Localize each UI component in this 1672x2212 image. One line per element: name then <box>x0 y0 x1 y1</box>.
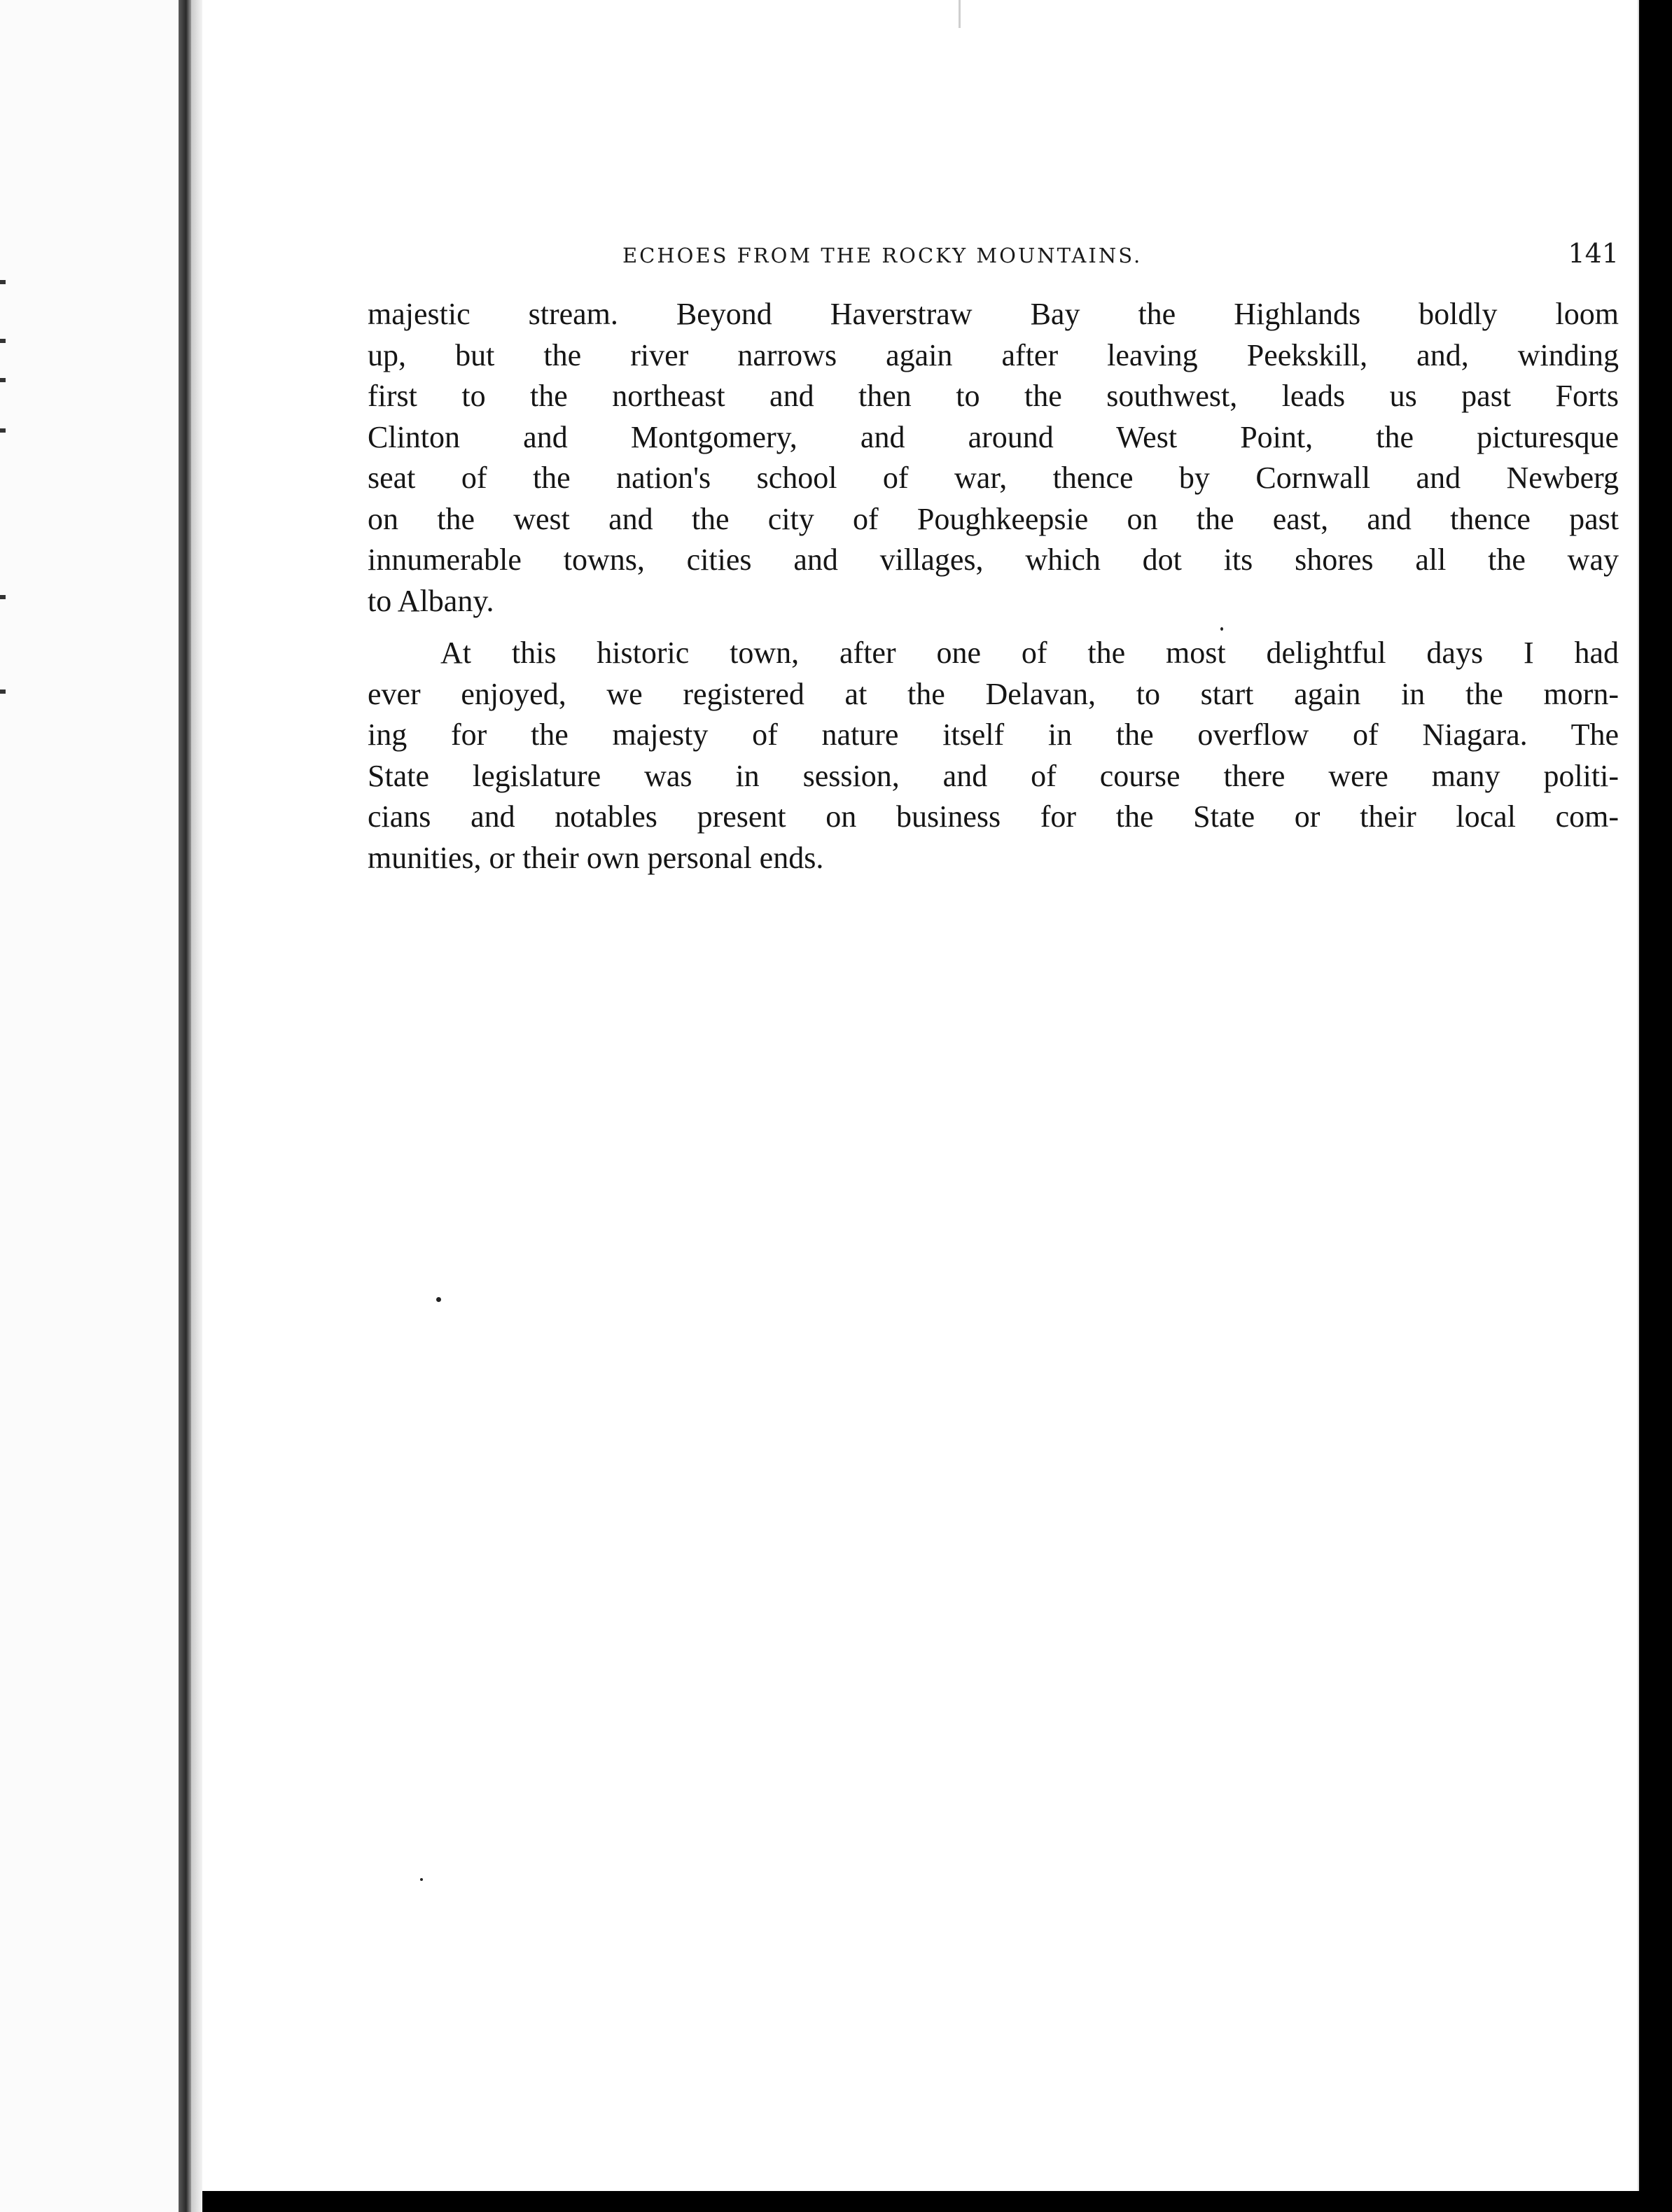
text-line: to Albany. <box>368 583 494 618</box>
text-line: innumerable towns, cities and villages, which dot its shores all the way <box>368 542 1619 577</box>
paragraph-2 <box>368 633 1619 878</box>
body-text <box>368 294 1619 878</box>
scan-artifact-line <box>959 0 961 28</box>
scan-speck <box>420 1878 423 1881</box>
book-page <box>202 0 1638 2191</box>
text-line: Clinton and Montgomery, and around West Point, the picturesque <box>368 419 1619 454</box>
scan-speck <box>1220 627 1223 631</box>
page-header <box>202 238 1619 280</box>
scan-speck <box>436 1297 441 1302</box>
text-line: first to the northeast and then to the southwest, leads us past Forts <box>368 379 1619 413</box>
text-line: cians and notables present on business for the State or their local com- <box>368 799 1619 834</box>
text-line: munities, or their own personal ends. <box>368 840 824 875</box>
page-number: 141 <box>1568 238 1619 269</box>
paragraph-1 <box>368 294 1619 622</box>
page-curl-highlight <box>191 0 202 2212</box>
text-line: ing for the majesty of nature itself in the overflow of Niagara. The <box>368 718 1619 752</box>
text-line: seat of the nation's school of war, thence by Cornwall and Newberg <box>368 461 1619 495</box>
text-line: ever enjoyed, we registered at the Delavan, to start again in the morn- <box>368 676 1619 711</box>
text-line: State legislature was in session, and of course there were many politi- <box>368 758 1619 793</box>
facing-page-edge <box>0 0 179 2212</box>
running-head: ECHOES FROM THE ROCKY MOUNTAINS. <box>622 244 1143 267</box>
text-line: on the west and the city of Poughkeepsie on the east, and thence past <box>368 501 1619 536</box>
text-line: majestic stream. Beyond Haverstraw Bay the Highlands boldly loom <box>368 297 1619 331</box>
book-gutter-shadow <box>179 0 191 2212</box>
text-line: At this historic town, after one of the most delightful days I had <box>440 636 1619 670</box>
text-line: up, but the river narrows again after leaving Peekskill, and, winding <box>368 337 1619 372</box>
